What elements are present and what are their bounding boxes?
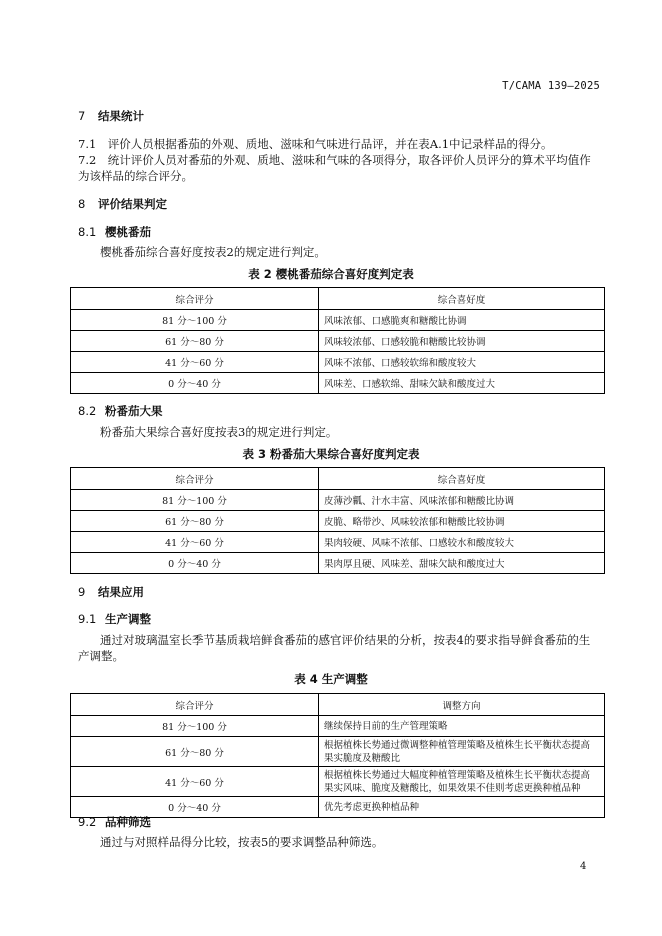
score-cell: 81 分～100 分 — [71, 490, 319, 511]
table-header-row — [71, 694, 605, 716]
description-cell: 皮薄沙瓤、汁水丰富、风味浓郁和糖酸比协调 — [319, 490, 605, 511]
section-9-heading — [78, 584, 144, 600]
description-cell: 风味差、口感软绵、甜味欠缺和酸度过大 — [319, 373, 605, 394]
document-code: T/CAMA 139—2025 — [502, 80, 600, 92]
table-row — [71, 532, 605, 553]
section-number: 9 — [78, 585, 86, 599]
header-cell: 综合喜好度 — [319, 288, 605, 310]
description-cell: 风味浓郁、口感脆爽和糖酸比协调 — [319, 310, 605, 331]
score-cell: 41 分～60 分 — [71, 767, 319, 797]
adjustment-cell: 继续保持目前的生产管理策略 — [319, 716, 605, 737]
paragraph-9-1: 通过对玻璃温室长季节基质栽培鲜食番茄的感官评价结果的分析，按表4的要求指导鲜食番茄的生产调整。 — [78, 633, 591, 663]
score-cell: 81 分～100 分 — [71, 310, 319, 331]
subsection-title: 樱桃番茄 — [105, 225, 151, 239]
paragraph-9-2: 通过与对照样品得分比较，按表5的要求调整品种筛选。 — [100, 835, 384, 849]
adjustment-cell: 根据植株长势通过大幅度种植管理策略及植株生长平衡状态提高果实风味、脆度及糖酸比，如果效果不佳则考虑更换种植品种 — [319, 767, 605, 797]
table-row — [71, 737, 605, 767]
section-8-heading — [78, 196, 167, 212]
section-7-heading — [78, 108, 144, 124]
score-cell: 81 分～100 分 — [71, 716, 319, 737]
adjustment-cell: 根据植株长势通过微调整种植管理策略及植株生长平衡状态提高果实脆度及糖酸比 — [319, 737, 605, 767]
table-header-row — [71, 468, 605, 490]
header-cell: 综合评分 — [71, 468, 319, 490]
description-cell: 果肉较硬、风味不浓郁、口感较水和酸度较大 — [319, 532, 605, 553]
subsection-number: 8.2 — [78, 404, 97, 418]
subsection-number: 8.1 — [78, 225, 97, 239]
score-cell: 41 分～60 分 — [71, 352, 319, 373]
page-number: 4 — [580, 861, 587, 872]
table-row — [71, 373, 605, 394]
description-cell: 风味较浓郁、口感较脆和糖酸比较协调 — [319, 331, 605, 352]
table-2-caption: 表 2 樱桃番茄综合喜好度判定表 — [248, 267, 414, 281]
subsection-number: 9.2 — [78, 815, 97, 829]
table-row — [71, 331, 605, 352]
score-cell: 61 分～80 分 — [71, 737, 319, 767]
table-4 — [70, 693, 605, 818]
table-header-row — [71, 288, 605, 310]
table-row — [71, 767, 605, 797]
section-title: 结果应用 — [98, 585, 144, 599]
table-row — [71, 553, 605, 574]
table-row — [71, 716, 605, 737]
section-number: 7 — [78, 109, 86, 123]
header-cell: 综合喜好度 — [319, 468, 605, 490]
subsection-title: 粉番茄大果 — [105, 404, 163, 418]
subsection-number: 9.1 — [78, 612, 97, 626]
subsection-title: 品种筛选 — [105, 815, 151, 829]
paragraph-8-1: 樱桃番茄综合喜好度按表2的规定进行判定。 — [100, 245, 326, 259]
score-cell: 0 分～40 分 — [71, 797, 319, 818]
header-cell: 综合评分 — [71, 694, 319, 716]
subsection-8-2-heading — [78, 403, 163, 419]
header-cell: 综合评分 — [71, 288, 319, 310]
adjustment-cell: 优先考虑更换种植品种 — [319, 797, 605, 818]
subsection-title: 生产调整 — [105, 612, 151, 626]
description-cell: 风味不浓郁、口感较软绵和酸度较大 — [319, 352, 605, 373]
score-cell: 0 分～40 分 — [71, 553, 319, 574]
section-title: 结果统计 — [98, 109, 144, 123]
section-number: 8 — [78, 197, 86, 211]
table-3 — [70, 467, 605, 574]
description-cell: 果肉厚且硬、风味差、甜味欠缺和酸度过大 — [319, 553, 605, 574]
clause-7-1: 7.1 评价人员根据番茄的外观、质地、滋味和气味进行品评，并在表A.1中记录样品的得分。 — [78, 137, 553, 151]
table-row — [71, 352, 605, 373]
score-cell: 61 分～80 分 — [71, 331, 319, 352]
subsection-8-1-heading — [78, 224, 151, 240]
table-2 — [70, 287, 605, 394]
table-3-caption: 表 3 粉番茄大果综合喜好度判定表 — [242, 447, 420, 461]
table-row — [71, 511, 605, 532]
section-title: 评价结果判定 — [98, 197, 167, 211]
description-cell: 皮脆、略带沙、风味较浓郁和糖酸比较协调 — [319, 511, 605, 532]
subsection-9-1-heading — [78, 611, 151, 627]
paragraph-8-2: 粉番茄大果综合喜好度按表3的规定进行判定。 — [100, 425, 338, 439]
table-4-caption: 表 4 生产调整 — [294, 672, 368, 686]
header-cell: 调整方向 — [319, 694, 605, 716]
score-cell: 41 分～60 分 — [71, 532, 319, 553]
score-cell: 61 分～80 分 — [71, 511, 319, 532]
table-row — [71, 490, 605, 511]
score-cell: 0 分～40 分 — [71, 373, 319, 394]
subsection-9-2-heading — [78, 814, 151, 830]
table-row — [71, 310, 605, 331]
clause-7-2: 7.2 统计评价人员对番茄的外观、质地、滋味和气味的各项得分，取各评价人员评分的算术平均值作为该样品的综合评分。 — [78, 153, 591, 183]
